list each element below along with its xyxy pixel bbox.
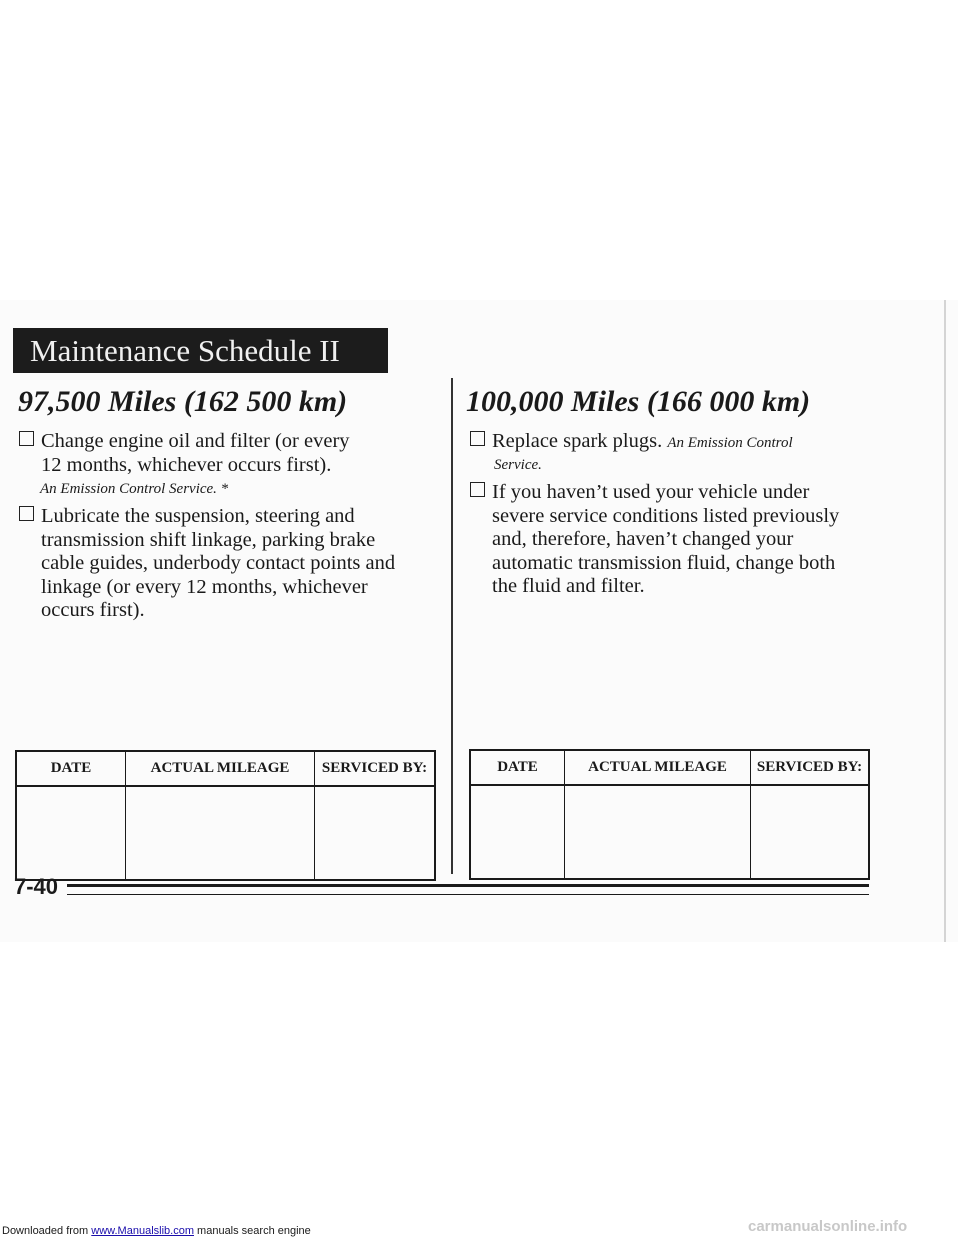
left-item-lubricate: Lubricate the suspension, steering and transmission shift linkage, parking brake cable guides, underbody contact points and linkage (or every 12 months, whichever occurs first).: [19, 505, 444, 623]
page-edge-rule: [944, 300, 946, 942]
serviced-by-cell[interactable]: [751, 785, 870, 879]
date-cell[interactable]: [16, 786, 126, 880]
table-header-row: [470, 750, 869, 785]
col-date: DATE: [16, 751, 126, 786]
checkbox-icon[interactable]: [470, 482, 485, 497]
table-header-row: [16, 751, 435, 786]
mileage-cell[interactable]: [565, 785, 751, 879]
col-actual-mileage: ACTUAL MILEAGE: [126, 751, 315, 786]
left-item-oil-note: An Emission Control Service. *: [40, 481, 229, 497]
table-row: [16, 786, 435, 880]
mileage-cell[interactable]: [126, 786, 315, 880]
col-date: DATE: [470, 750, 565, 785]
left-item-oil-change: Change engine oil and filter (or every 12 months, whichever occurs first).: [19, 430, 439, 477]
checkbox-icon[interactable]: [19, 506, 34, 521]
date-cell[interactable]: [470, 785, 565, 879]
left-heading: 97,500 Miles (162 500 km): [18, 385, 348, 418]
section-banner: Maintenance Schedule II: [13, 328, 388, 373]
right-item-spark-plugs: Replace spark plugs. An Emission Control: [470, 430, 890, 456]
right-item-transmission-fluid: If you haven’t used your vehicle under severe service conditions listed previously and, therefore, haven’t changed your automatic transmission fluid, change both the fluid and filter.: [470, 481, 900, 599]
checkbox-icon[interactable]: [470, 431, 485, 446]
left-service-record-table: [15, 750, 436, 881]
page-number: 7-40: [14, 874, 59, 899]
manualslib-link[interactable]: www.Manualslib.com: [91, 1225, 194, 1237]
right-service-record-table: [469, 749, 870, 880]
site-watermark: carmanualsonline.info: [748, 1218, 908, 1235]
right-item-spark-note: Service.: [494, 457, 542, 473]
download-source-line: Downloaded from www.Manualslib.com manuals search engine: [2, 1225, 311, 1237]
footer-rule-thin: [67, 894, 869, 895]
checkbox-icon[interactable]: [19, 431, 34, 446]
table-row: [470, 785, 869, 879]
col-serviced-by: SERVICED BY:: [751, 750, 870, 785]
col-actual-mileage: ACTUAL MILEAGE: [565, 750, 751, 785]
serviced-by-cell[interactable]: [315, 786, 436, 880]
right-heading: 100,000 Miles (166 000 km): [466, 385, 811, 418]
footer-rule: [67, 884, 869, 887]
col-serviced-by: SERVICED BY:: [315, 751, 436, 786]
column-divider: [451, 378, 453, 874]
